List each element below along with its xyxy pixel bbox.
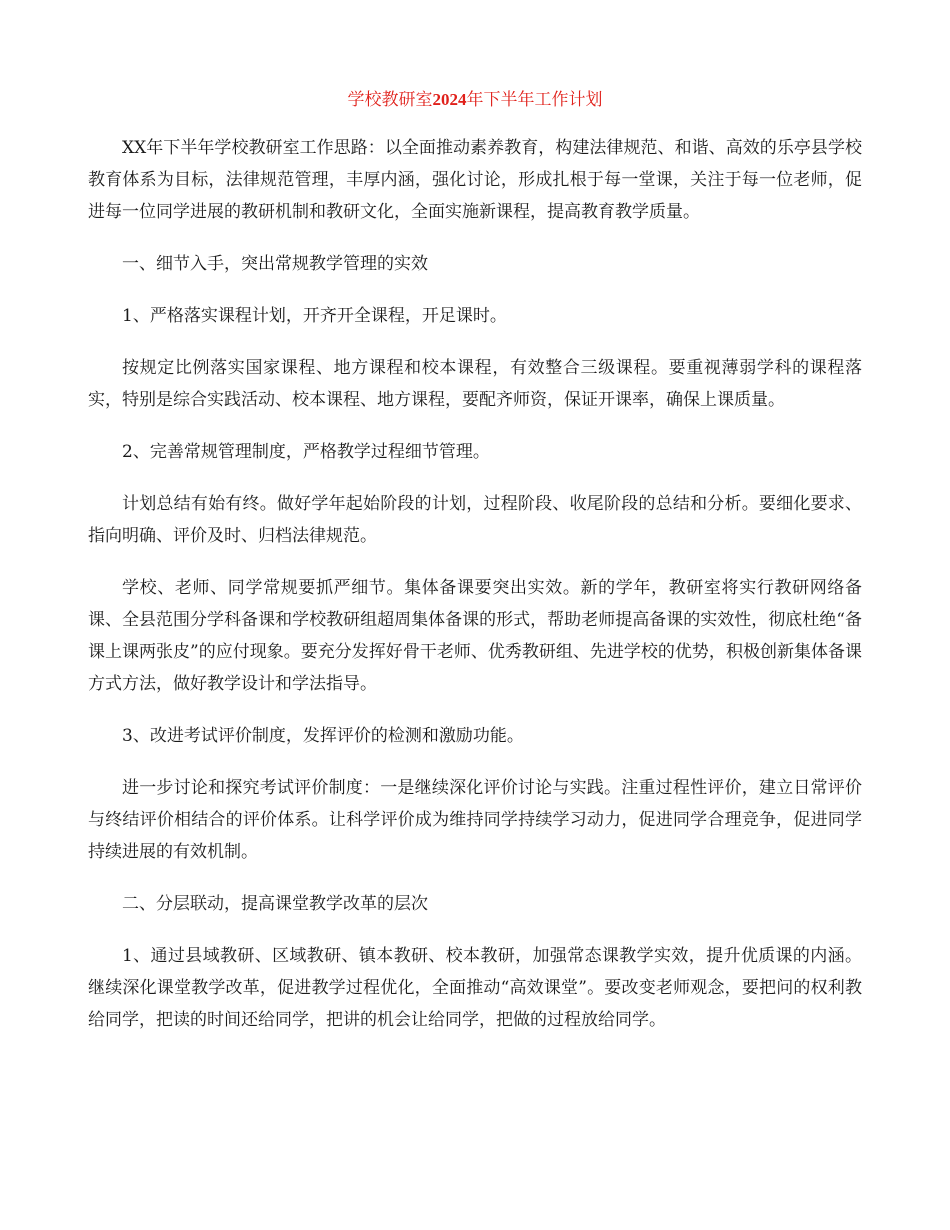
- section-heading-1: 一、细节入手，突出常规教学管理的实效: [122, 254, 428, 274]
- body-paragraph: 学校、老师、同学常规要抓严细节。集体备课要突出实效。新的学年，教研室将实行教研网络备课、全县范围分学科备课和学校教研组超周集体备课的形式，帮助老师提高备课的实效性，彻底杜绝“备课上课两张皮”的应付现象。要充分发挥好骨干老师、优秀教研组、先进学校的优势，积极创新集体备课方式方法，做好教学设计和学法指导。: [88, 578, 862, 694]
- subheading-1-1: 1、严格落实课程计划，开齐开全课程，开足课时。: [122, 306, 507, 326]
- title-suffix: 年下半年工作计划: [466, 90, 603, 110]
- intro-paragraph: XX年下半年学校教研室工作思路：以全面推动素养教育，构建法律规范、和谐、高效的乐亭县学校教育体系为目标，法律规范管理，丰厚内涵，强化讨论，形成扎根于每一堂课，关注于每一位老师，促进每一位同学进展的教研机制和教研文化，全面实施新课程，提高教育教学质量。: [88, 138, 862, 222]
- title-year: 2024: [432, 90, 467, 109]
- section-heading-2: 二、分层联动，提高课堂教学改革的层次: [122, 894, 428, 914]
- body-paragraph: 计划总结有始有终。做好学年起始阶段的计划，过程阶段、收尾阶段的总结和分析。要细化要求、指向明确、评价及时、归档法律规范。: [88, 494, 862, 546]
- subheading-2-1: 1、通过县域教研、区域教研、镇本教研、校本教研，加强常态课教学实效，提升优质课的内涵。继续深化课堂教学改革，促进教学过程优化，全面推动“高效课堂”。要改变老师观念，要把问的权利教给同学，把读的时间还给同学，把讲的机会让给同学，把做的过程放给同学。: [88, 946, 862, 1030]
- subheading-1-3: 3、改进考试评价制度，发挥评价的检测和激励功能。: [122, 726, 524, 746]
- body-paragraph: 进一步讨论和探究考试评价制度：一是继续深化评价讨论与实践。注重过程性评价，建立日常评价与终结评价相结合的评价体系。让科学评价成为维持同学持续学习动力，促进同学合理竞争，促进同学持续进展的有效机制。: [88, 778, 862, 862]
- title-prefix: 学校教研室: [347, 90, 433, 110]
- body-paragraph: 按规定比例落实国家课程、地方课程和校本课程，有效整合三级课程。要重视薄弱学科的课程落实，特别是综合实践活动、校本课程、地方课程，要配齐师资，保证开课率，确保上课质量。: [88, 358, 862, 410]
- document-title: [88, 88, 862, 112]
- subheading-1-2: 2、完善常规管理制度，严格教学过程细节管理。: [122, 442, 490, 462]
- document-page: [88, 88, 862, 1056]
